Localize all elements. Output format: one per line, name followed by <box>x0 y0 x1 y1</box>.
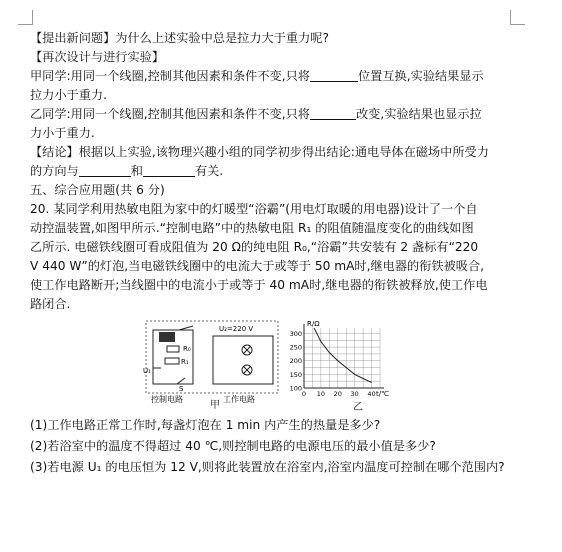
text-fragment: 甲同学:用同一个线圈,控制其他因素和条件不变,只将 <box>30 69 310 83</box>
work-circuit-wire <box>213 336 273 384</box>
control-circuit-label: 控制电路 <box>151 395 183 404</box>
text-line: 力小于重力. <box>30 126 95 140</box>
r0-resistor-icon <box>167 346 179 352</box>
text-line: 拉力小于重力. <box>30 88 107 102</box>
text-line <box>30 105 530 124</box>
text-fragment: 位置互换,实验结果显示 <box>357 69 484 83</box>
work-circuit-label: 工作电路 <box>223 395 255 404</box>
document-body <box>30 29 530 478</box>
answer-blank[interactable] <box>310 68 358 82</box>
r1-thermistor-icon <box>165 358 179 364</box>
armature-icon <box>179 326 193 330</box>
text-line: 【提出新问题】为什么上述实验中总是拉力大于重力呢? <box>30 31 329 45</box>
text-fragment: 的方向与 <box>30 164 79 178</box>
section-heading: 五、综合应用题(共 6 分) <box>30 183 165 197</box>
x-tick-label: 0 <box>301 390 307 398</box>
electromagnet-icon <box>159 332 175 342</box>
r0-label: R₀ <box>183 345 191 353</box>
y-tick-label: 150 <box>289 370 302 379</box>
figure-caption-jia: 甲 <box>210 400 220 411</box>
crop-mark-top-left <box>18 10 33 25</box>
y-tick-label: 200 <box>289 357 302 366</box>
y-tick-label: 300 <box>289 329 302 338</box>
text-line: 20. 某同学利用热敏电阻为家中的灯暖型“浴霸”(用电灯取暖的用电器)设计了一个自 <box>30 202 478 216</box>
s-label: S <box>179 385 184 393</box>
thermistor-chart <box>282 318 392 408</box>
question-1: (1)工作电路正常工作时,每盏灯泡在 1 min 内产生的热量是多少? <box>30 418 381 432</box>
crop-mark-top-right <box>510 10 525 25</box>
text-line: 路闭合. <box>30 297 71 311</box>
y-axis-label: R/Ω <box>307 320 320 328</box>
text-fragment: 和 <box>130 164 143 178</box>
text-line: 使工作电路断开;当线圈中的电流小于或等于 40 mA时,继电器的衔铁被释放,使工作电 <box>30 278 488 292</box>
switch-icon <box>177 378 185 384</box>
diagram-frame <box>146 321 278 393</box>
x-tick-label: 30 <box>350 390 359 398</box>
text-line <box>30 162 530 181</box>
x-tick-label: 40 <box>367 390 376 398</box>
u1-label: U₁ <box>143 367 151 375</box>
figure-caption-yi: 乙 <box>353 402 363 413</box>
text-line: 乙所示. 电磁铁线圈可看成阻值为 20 Ω的纯电阻 R₀,“浴霸”共安装有 2 盏标有“220 <box>30 240 479 254</box>
text-line: V 440 W”的灯泡,当电磁铁线圈中的电流大于或等于 50 mA时,继电器的衔铁被吸合, <box>30 259 485 273</box>
text-line <box>30 67 530 86</box>
figure-row <box>30 318 530 413</box>
circuit-diagram <box>143 318 283 408</box>
answer-blank[interactable] <box>79 163 131 177</box>
text-line: 动控温装置,如图甲所示.“控制电路”中的热敏电阻 R₁ 的阻值随温度变化的曲线如图 <box>30 221 474 235</box>
u2-label: U₂=220 V <box>219 325 254 333</box>
y-tick-label: 250 <box>289 343 302 352</box>
text-line: 【再次设计与进行实验】 <box>30 50 165 64</box>
question-2: (2)若浴室中的温度不得超过 40 ℃,则控制电路的电源电压的最小值是多少? <box>30 439 436 453</box>
y-tick-label: 100 <box>289 384 302 393</box>
answer-blank[interactable] <box>143 163 195 177</box>
x-tick-label: 10 <box>316 390 326 398</box>
text-fragment: 乙同学:用同一个线圈,控制其他因素和条件不变,只将 <box>30 107 310 121</box>
r1-label: R₁ <box>181 358 189 366</box>
text-line: 【结论】根据以上实验,该物理兴趣小组的同学初步得出结论:通电导体在磁场中所受力 <box>30 145 489 159</box>
answer-blank[interactable] <box>310 106 356 120</box>
x-axis-label: t/℃ <box>376 390 389 398</box>
text-fragment: 改变,实验结果也显示拉 <box>355 107 482 121</box>
question-3: (3)若电源 U₁ 的电压恒为 12 V,则将此装置放在浴室内,浴室内温度可控制在哪个范围内? <box>30 460 505 474</box>
chart-grid <box>304 328 380 388</box>
x-tick-label: 20 <box>333 390 342 398</box>
text-fragment: 有关. <box>194 164 224 178</box>
